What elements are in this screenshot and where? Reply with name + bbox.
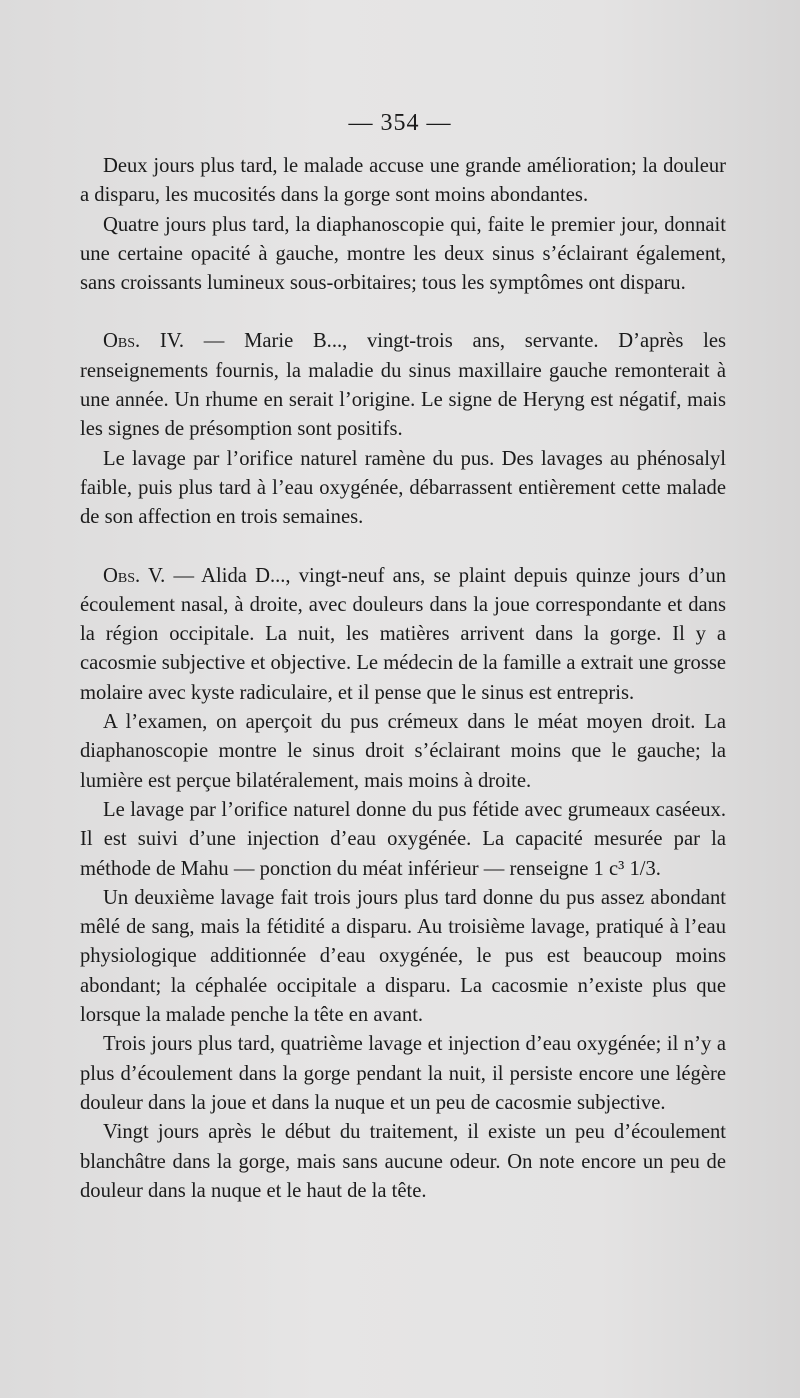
paragraph [80,708,726,796]
paragraph [80,796,726,884]
body-text [80,152,726,1206]
paragraph-text: Le lavage par l’orifice naturel ramène du pus. Des lavages au phénosalyl faible, puis plus tard à l’eau oxygénée, débarrassent entièrement cette malade de son affection en trois semaines. [80,447,726,529]
paragraph [80,1118,726,1206]
paragraph-text: — Marie B..., vingt-trois ans, servante. D’après les renseignements fournis, la maladie du sinus maxillaire gauche remonterait à une année. Un rhume en serait l’origine. Le signe de Heryng est négatif, mais les signes de présomption sont positifs. [80,330,726,441]
paragraph [80,211,726,299]
paragraph-text: Trois jours plus tard, quatrième lavage et injection d’eau oxygénée; il n’y a plus d’écoulement dans la gorge pendant la nuit, il persiste encore une légère douleur dans la joue et dans la nuque et un peu de cacosmie subjective. [80,1033,726,1114]
paragraph-text: Un deuxième lavage fait trois jours plus tard donne du pus assez abondant mêlé de sang, mais la fétidité a disparu. Au troisième lavage, pratiqué à l’eau physiologique additionnée d’eau oxygénée, le pus est beaucoup moins abondant; la céphalée occipitale a disparu. La cacosmie n’existe plus que lorsque la malade penche la tête en avant. [80,886,726,1027]
observation-paragraph [80,562,726,708]
paragraph-text: Deux jours plus tard, le malade accuse une grande amélioration; la douleur a disparu, les mucosités dans la gorge sont moins abondantes. [80,155,726,207]
paragraph [80,445,726,533]
paragraph [80,1030,726,1118]
paragraph-text: Vingt jours après le début du traitement, il existe un peu d’écoulement blanchâtre dans la gorge, mais sans aucune odeur. On note encore un peu de douleur dans la nuque et le haut de la tête. [80,1121,726,1202]
paragraph-text: A l’examen, on aperçoit du pus crémeux dans le méat moyen droit. La diaphanoscopie montre le sinus droit s’éclairant moins que le gauche; la lumière est perçue bilatéralement, mais moins à droite. [80,711,726,792]
paragraph-text: Quatre jours plus tard, la diaphanoscopie qui, faite le premier jour, donnait une certaine opacité à gauche, montre les deux sinus s’éclairant également, sans croissants lumineux sous-orbitaires; tous les symptômes ont disparu. [80,213,726,295]
page-number: — 354 — [348,110,452,136]
observation-heading: Obs. IV. [103,330,185,353]
observation-paragraph [80,327,726,444]
paragraph [80,884,726,1030]
paragraph-text: Le lavage par l’orifice naturel donne du pus fétide avec grumeaux caséeux. Il est suivi d’une injection d’eau oxygénée. La capacité mesurée par la méthode de Mahu — ponction du méat inférieur — renseigne 1 c³ 1/3. [80,798,726,880]
observation-heading: Obs. V. [103,564,166,587]
paragraph-text: — Alida D..., vingt-neuf ans, se plaint depuis quinze jours d’un écoulement nasal, à droite, avec douleurs dans la joue correspondante et dans la région occipitale. La nuit, les matières arrivent dans la gorge. Il y a cacosmie subjective et objective. Le médecin de la famille a extrait une grosse molaire avec kyste radiculaire, et il pense que le sinus est entrepris. [80,564,726,704]
paragraph [80,152,726,211]
